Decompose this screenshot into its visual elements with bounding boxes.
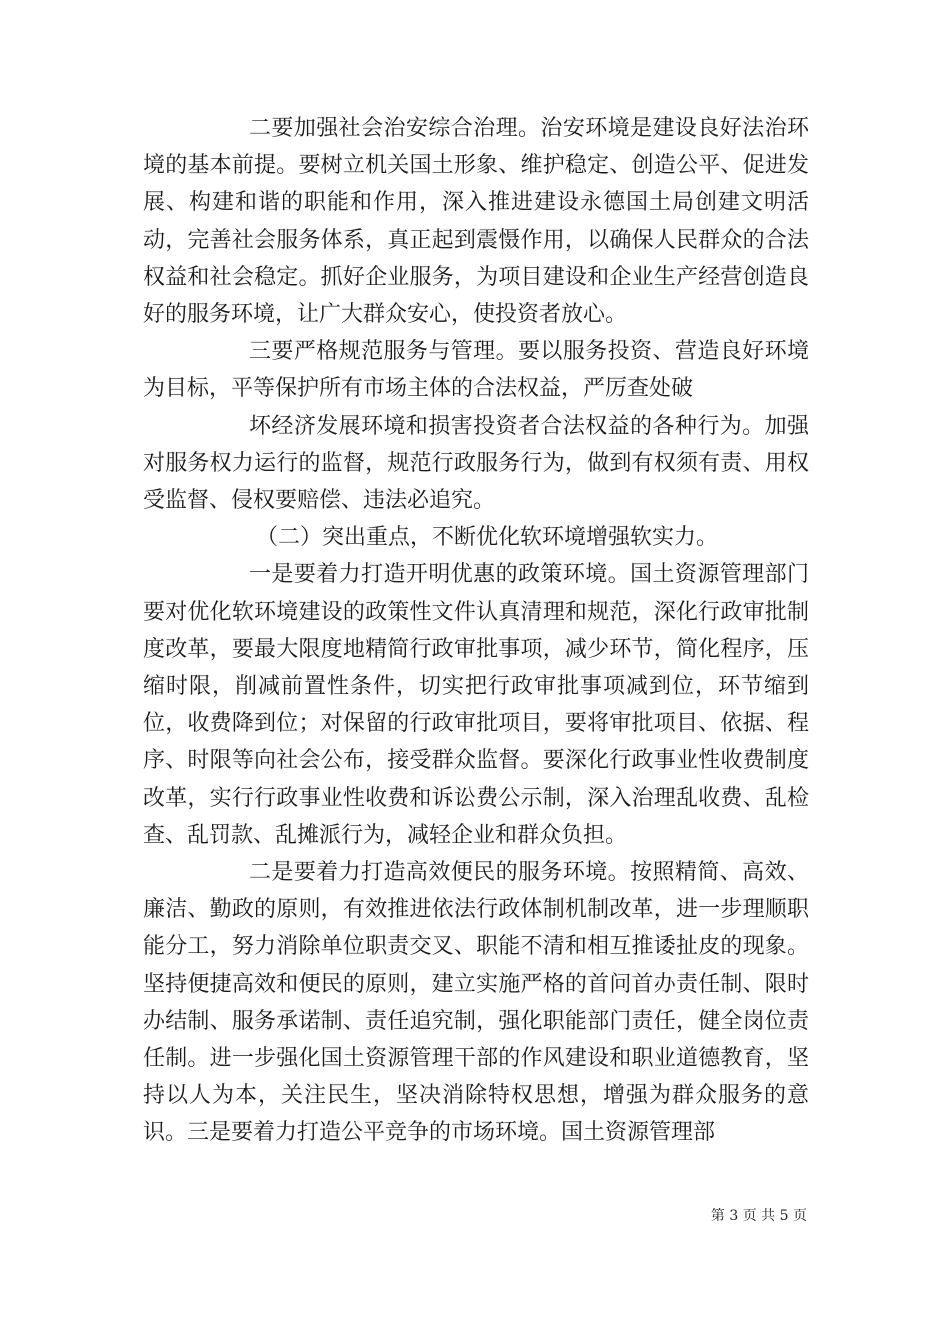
page-number: 第 3 页 共 5 页 [710, 1208, 807, 1224]
paragraph-public-security: 二要加强社会治安综合治理。治安环境是建设良好法治环境的基本前提。要树立机关国土形象、维护稳定、创造公平、促进发展、构建和谐的职能和作用，深入推进建设永德国土局创建文明活动，完善社会服务体系，真正起到震慑作用，以确保人民群众的合法权益和社会稳定。抓好企业服务，为项目建设和企业生产经营创造良好的服务环境，让广大群众安心，使投资者放心。 [143, 116, 809, 328]
paragraph-service-management-continued: 坏经济发展环境和损害投资者合法权益的各种行为。加强对服务权力运行的监督，规范行政服务行为，做到有权须有责、用权受监督、侵权要赔偿、违法必追究。 [143, 413, 809, 514]
paragraph-service-environment: 二是要着力打造高效便民的服务环境。按照精简、高效、廉洁、勤政的原则，有效推进依法行政体制机制改革，进一步理顺职能分工，努力消除单位职责交叉、职能不清和相互推诿扯皮的现象。坚持便捷高效和便民的原则，建立实施严格的首问首办责任制、限时办结制、服务承诺制、责任追究制，强化职能部门责任，健全岗位责任制。进一步强化国土资源管理干部的作风建设和职业道德教育，坚持以人为本，关注民生，坚决消除特权思想，增强为群众服务的意识。三是要着力打造公平竞争的市场环境。国土资源管理部 [143, 860, 809, 1146]
paragraph-service-management: 三要严格规范服务与管理。要以服务投资、营造良好环境为目标，平等保护所有市场主体的合法权益，严厉查处破 [143, 339, 809, 402]
paragraph-policy-environment: 一是要着力打造开明优惠的政策环境。国土资源管理部门要对优化软环境建设的政策性文件认真清理和规范，深化行政审批制度改革，要最大限度地精简行政审批事项，减少环节，简化程序，压缩时限，削减前置性条件，切实把行政审批事项减到位，环节缩到位，收费降到位；对保留的行政审批项目，要将审批项目、依据、程序、时限等向社会公布，接受群众监督。要深化行政事业性收费制度改革，实行行政事业性收费和诉讼费公示制，深入治理乱收费、乱检查、乱罚款、乱摊派行为，减轻企业和群众负担。 [143, 562, 809, 848]
document-body [143, 110, 809, 1152]
section-heading-key-points: （二）突出重点，不断优化软环境增强软实力。 [256, 525, 719, 551]
